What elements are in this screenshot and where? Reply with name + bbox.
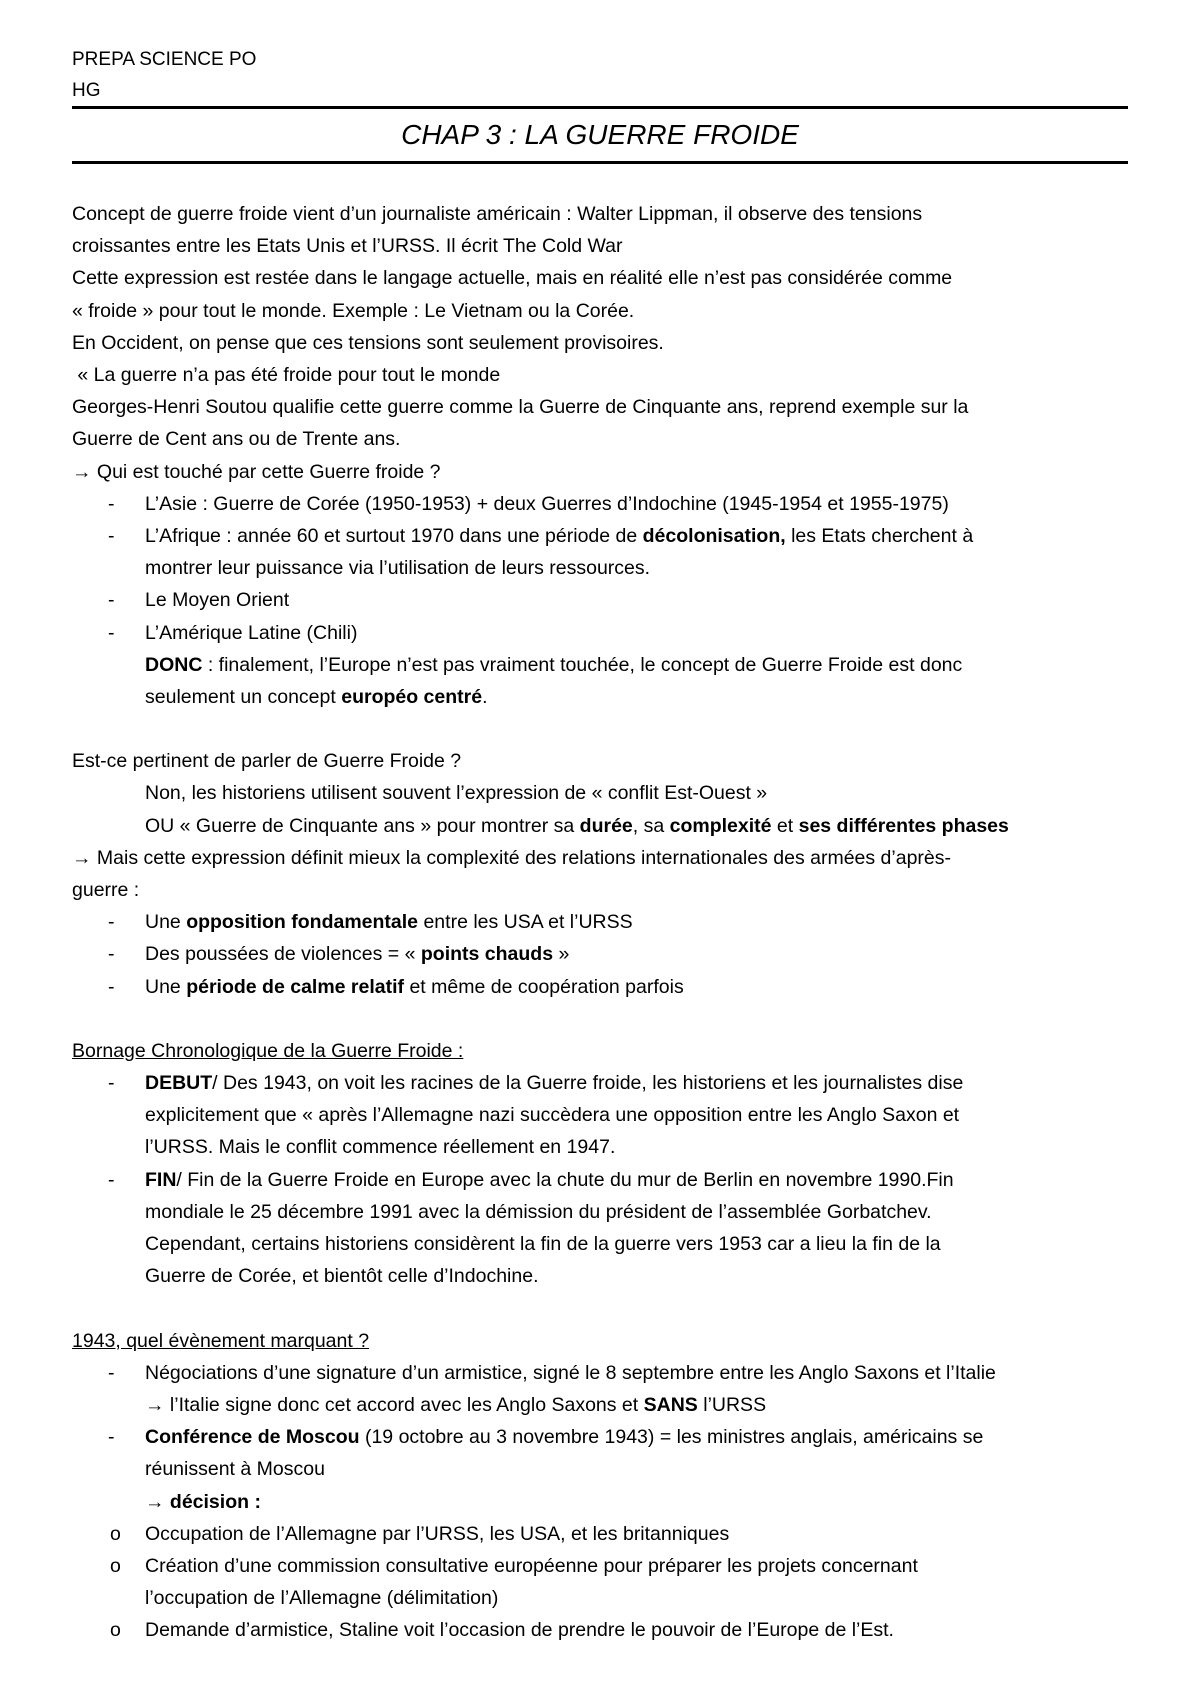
intro-line: « La guerre n’a pas été froide pour tout le monde: [72, 364, 501, 387]
intro-line: Concept de guerre froide vient d’un journaliste américain : Walter Lippman, il observe des tensions: [72, 203, 923, 225]
list-item-debut: - DEBUT/ Des 1943, on voit les racines de la Guerre froide, les historiens et les journalistes dise explicitement que « après l’Allemagne nazi succèdera une opposition entre les Anglo Saxon et l’URSS. Mais le conflit commence réellement en 1947.: [72, 1067, 1128, 1164]
document-body: [72, 198, 1128, 1647]
sub-item: o Occupation de l’Allemagne par l’URSS, les USA, et les britanniques: [72, 1518, 1128, 1550]
header-line-2: HG: [72, 80, 101, 101]
list-item: - Une opposition fondamentale entre les USA et l’URSS: [72, 906, 1128, 938]
document-page: [72, 44, 1128, 1647]
intro-line: Guerre de Cent ans ou de Trente ans.: [72, 428, 401, 451]
spacer: [72, 1293, 1128, 1325]
page-title: CHAP 3 : LA GUERRE FROIDE: [401, 119, 799, 150]
indented-line: OU « Guerre de Cinquante ans » pour montrer sa durée, sa complexité et ses différentes phases: [145, 814, 1009, 837]
title-rule-bottom: [72, 161, 1128, 164]
spacer: [72, 1003, 1128, 1035]
list-item-amerique-latine: - L’Amérique Latine (Chili): [72, 617, 1128, 649]
body-line: guerre :: [72, 879, 140, 902]
list-item-fin: - FIN/ Fin de la Guerre Froide en Europe avec la chute du mur de Berlin en novembre 1990.Fin mondiale le 25 décembre 1991 avec la démission du président de l’assemblée Gorbatchev. Cependant, certains historiens considèrent la fin de la guerre vers 1953 car a lieu la fin de la Guerre de Corée, et bientôt celle d’Indochine.: [72, 1164, 1128, 1293]
list-item-moyen-orient: - Le Moyen Orient: [72, 584, 1128, 616]
section-heading-1943: 1943, quel évènement marquant ?: [72, 1329, 370, 1352]
indented-line: Non, les historiens utilisent souvent l’expression de « conflit Est-Ouest »: [145, 782, 768, 805]
intro-line: « froide » pour tout le monde. Exemple : Le Vietnam ou la Corée.: [72, 299, 635, 322]
sub-item: o Demande d’armistice, Staline voit l’occasion de prendre le pouvoir de l’Europe de l’Est.: [72, 1614, 1128, 1646]
section-heading-bornage: Bornage Chronologique de la Guerre Froide :: [72, 1039, 464, 1062]
list-item-negociations: - Négociations d’une signature d’un armistice, signé le 8 septembre entre les Anglo Saxons et l’Italie → l’Italie signe donc cet accord avec les Anglo Saxons et SANS l’URSS: [72, 1357, 1128, 1421]
spacer: [72, 713, 1128, 745]
section-question: Est-ce pertinent de parler de Guerre Froide ?: [72, 750, 462, 773]
list-item-afrique: - L’Afrique : année 60 et surtout 1970 dans une période de décolonisation, les Etats cherchent à montrer leur puissance via l’utilisation de leurs ressources.: [72, 520, 1128, 584]
intro-line: Cette expression est restée dans le langage actuelle, mais en réalité elle n’est pas considérée comme: [72, 267, 953, 290]
conclusion-donc: DONC : finalement, l’Europe n’est pas vraiment touchée, le concept de Guerre Froide est donc seulement un concept européo centré.: [145, 653, 963, 709]
header-line-1: PREPA SCIENCE PO: [72, 49, 257, 70]
list-item-conference: - Conférence de Moscou (19 octobre au 3 novembre 1943) = les ministres anglais, américains se réunissent à Moscou → décision :: [72, 1421, 1128, 1518]
list-item: - Une période de calme relatif et même de coopération parfois: [72, 971, 1128, 1003]
body-line: → Mais cette expression définit mieux la complexité des relations internationales des armées d’après-: [72, 846, 952, 869]
list-item: - Des poussées de violences = « points chauds »: [72, 938, 1128, 970]
list-item-asie: - L’Asie : Guerre de Corée (1950-1953) + deux Guerres d’Indochine (1945-1954 et 1955-1975): [72, 488, 1128, 520]
intro-line: → Qui est touché par cette Guerre froide ?: [72, 460, 441, 483]
intro-line: Georges-Henri Soutou qualifie cette guerre comme la Guerre de Cinquante ans, reprend exemple sur la: [72, 396, 969, 419]
intro-line: En Occident, on pense que ces tensions sont seulement provisoires.: [72, 331, 664, 354]
document-header: [72, 44, 1128, 106]
intro-line: croissantes entre les Etats Unis et l’URSS. Il écrit The Cold War: [72, 235, 623, 258]
sub-item: o Création d’une commission consultative européenne pour préparer les projets concernant l’occupation de l’Allemagne (délimitation): [72, 1550, 1128, 1614]
